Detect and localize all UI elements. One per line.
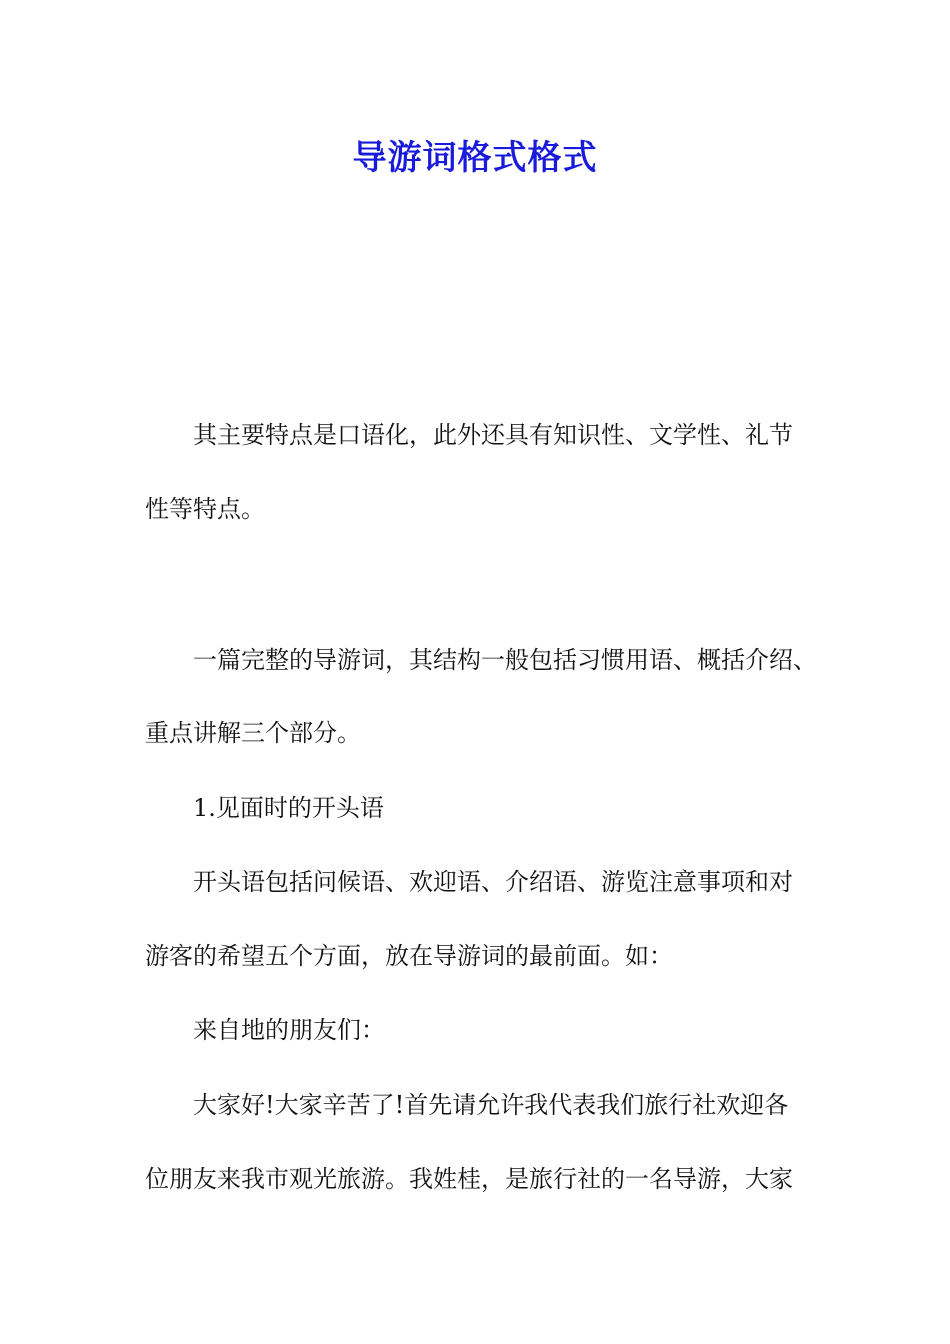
document-title: 导游词格式格式 xyxy=(352,138,598,178)
paragraph-line: 游客的希望五个方面，放在导游词的最前面。如： xyxy=(145,942,673,970)
paragraph-line: 位朋友来我市观光旅游。我姓桂，是旅行社的一名导游，大家 xyxy=(145,1165,793,1193)
paragraph-line: 重点讲解三个部分。 xyxy=(145,719,361,747)
paragraph-line: 性等特点。 xyxy=(145,495,265,523)
paragraph-line: 大家好!大家辛苦了!首先请允许我代表我们旅行社欢迎各 xyxy=(193,1091,789,1119)
section-heading: 1.见面时的开头语 xyxy=(193,794,384,822)
paragraph-line: 一篇完整的导游词，其结构一般包括习惯用语、概括介绍、 xyxy=(193,646,817,674)
paragraph-line: 来自地的朋友们： xyxy=(193,1016,385,1044)
paragraph-line: 开头语包括问候语、欢迎语、介绍语、游览注意事项和对 xyxy=(193,868,793,896)
paragraph-line: 其主要特点是口语化，此外还具有知识性、文学性、礼节 xyxy=(193,421,793,449)
